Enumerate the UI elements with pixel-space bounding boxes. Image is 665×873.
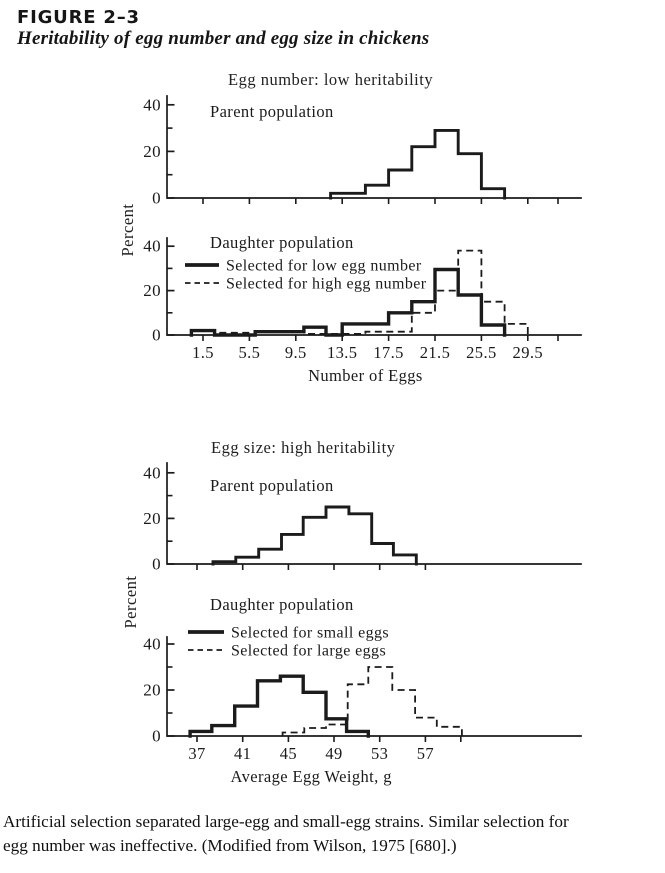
x-tick-label: 17.5: [373, 343, 404, 362]
panel-egg-size-daughter: [143, 595, 581, 786]
series-parent-population: [331, 130, 505, 198]
x-axis-title: Number of Eggs: [308, 366, 423, 385]
y-tick-label: 20: [143, 141, 161, 161]
y-tick-label: 40: [143, 463, 161, 483]
figure-caption: [3, 810, 663, 857]
y-tick-label: 40: [143, 236, 161, 256]
y-axis-label-top: Percent: [118, 203, 137, 257]
y-tick-label: 40: [143, 634, 161, 654]
y-tick-label: 0: [152, 188, 161, 208]
legend-label: Selected for large eggs: [231, 642, 387, 660]
group-heading-egg-size: Egg size: high heritability: [211, 438, 396, 457]
figure-label: FIGURE 2–3: [17, 7, 140, 28]
panel-label: Daughter population: [210, 595, 354, 614]
y-tick-label: 0: [152, 554, 161, 574]
x-tick-label: 57: [416, 744, 435, 763]
panel-label: Parent population: [210, 476, 334, 495]
x-tick-label: 49: [325, 744, 343, 763]
x-axis-title: Average Egg Weight, g: [230, 767, 392, 786]
y-axis-label-bottom: Percent: [121, 575, 140, 629]
series-parent-population: [213, 507, 416, 564]
panel-label: Daughter population: [210, 233, 354, 252]
y-tick-label: 0: [152, 325, 161, 345]
y-tick-label: 0: [152, 726, 161, 746]
caption-line-1: Artificial selection separated large-egg and small-egg strains. Similar selection for: [3, 812, 569, 831]
x-tick-label: 37: [188, 744, 206, 763]
panel-egg-number-daughter: [143, 233, 581, 385]
group-heading-egg-number: Egg number: low heritability: [228, 70, 434, 89]
panel-egg-number-parent: [143, 95, 581, 207]
x-tick-label: 21.5: [419, 343, 451, 362]
x-tick-label: 9.5: [284, 343, 307, 362]
figure-title: Heritability of egg number and egg size in chickens: [17, 28, 430, 49]
x-tick-label: 29.5: [512, 343, 544, 362]
x-tick-label: 5.5: [238, 343, 261, 362]
legend-label: Selected for small eggs: [231, 624, 390, 642]
x-tick-label: 53: [371, 744, 389, 763]
x-tick-label: 13.5: [326, 343, 358, 362]
series-selected-for-large-eggs: [283, 667, 462, 736]
y-tick-label: 40: [143, 95, 161, 115]
y-tick-label: 20: [143, 508, 161, 528]
x-tick-label: 45: [279, 744, 298, 763]
x-tick-label: 25.5: [466, 343, 497, 362]
caption-line-2: egg number was ineffective. (Modified from Wilson, 1975 [680].): [3, 835, 457, 855]
y-tick-label: 20: [143, 680, 161, 700]
series-selected-for-small-eggs: [190, 676, 368, 736]
legend-label: Selected for low egg number: [226, 257, 422, 275]
panel-label: Parent population: [210, 102, 334, 121]
panel-egg-size-parent: [143, 463, 581, 574]
y-tick-label: 20: [143, 281, 161, 301]
x-tick-label: 41: [234, 744, 252, 763]
legend-label: Selected for high egg number: [226, 275, 427, 293]
x-tick-label: 1.5: [192, 343, 214, 362]
